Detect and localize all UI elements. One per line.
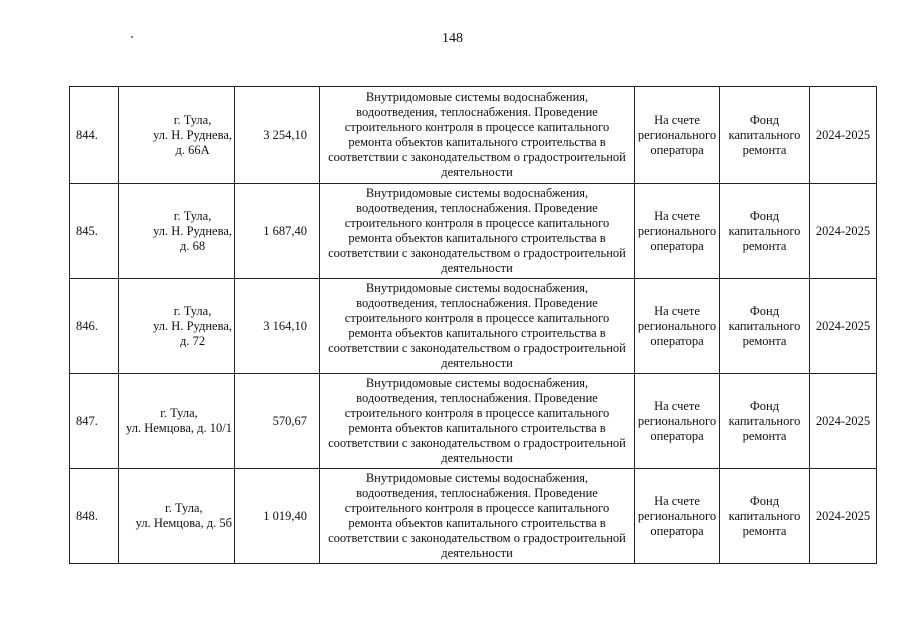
account-cell-lines [638, 399, 716, 443]
address-cell-line: г. Тула, [173, 112, 212, 127]
account-cell-line: На счете [654, 303, 700, 318]
period-cell: 2024-2025 [810, 279, 877, 374]
account-cell-line: На счете [654, 208, 700, 223]
address-cell [119, 184, 235, 279]
work-description-cell [320, 87, 635, 184]
period-cell: 2024-2025 [810, 87, 877, 184]
address-cell [119, 87, 235, 184]
funding-source-cell-line: ремонта [742, 238, 787, 253]
funding-source-cell [720, 469, 810, 564]
table-row [70, 279, 877, 374]
page-number: 148 [442, 31, 463, 46]
funding-source-cell-line: Фонд [749, 398, 780, 413]
account-cell [635, 374, 720, 469]
period-cell: 2024-2025 [810, 184, 877, 279]
account-cell-line: регионального [637, 413, 717, 428]
table-row [70, 374, 877, 469]
address-cell-line: д. 66А [175, 142, 210, 157]
address-cell [119, 279, 235, 374]
address-cell [119, 469, 235, 564]
row-number: 848. [70, 469, 119, 564]
account-cell [635, 469, 720, 564]
work-description-cell-line: Внутридомовые системы водоснабжения, [365, 471, 589, 485]
account-cell-line: На счете [654, 493, 700, 508]
address-cell-line: ул. Н. Руднева, [153, 223, 232, 238]
work-description-cell [320, 184, 635, 279]
funding-source-cell [720, 87, 810, 184]
work-description-cell-line: строительного контроля в процессе капитального [344, 216, 610, 230]
account-cell [635, 87, 720, 184]
work-description-cell-line: ремонта объектов капитального строительства в [348, 135, 606, 149]
work-description-cell-line: водоотведения, теплоснабжения. Проведение [356, 486, 598, 500]
area-cell: 3 254,10 [235, 87, 320, 184]
work-description-cell-line: деятельности [441, 261, 513, 275]
work-description-cell-line: ремонта объектов капитального строительства в [348, 326, 606, 340]
work-description-cell-line: соответствии с законодательством о градостроительной [328, 436, 626, 450]
work-description-cell-line: строительного контроля в процессе капитального [344, 501, 610, 515]
work-description-cell-line: соответствии с законодательством о градостроительной [328, 246, 626, 260]
address-cell-line: ул. Немцова, д. 10/1 [126, 421, 232, 435]
address-cell-line: д. 72 [179, 333, 206, 348]
account-cell-line: оператора [650, 238, 704, 253]
account-cell-line: На счете [654, 398, 700, 413]
account-cell [635, 184, 720, 279]
address-cell-line: ул. Немцова, д. 5б [135, 516, 232, 530]
account-cell-lines [638, 494, 716, 538]
funding-source-cell [720, 279, 810, 374]
row-number: 847. [70, 374, 119, 469]
address-cell-line: г. Тула, [173, 208, 212, 223]
work-description-cell [320, 374, 635, 469]
work-description-cell-line: соответствии с законодательством о градостроительной [328, 531, 626, 545]
funding-source-cell-lines [729, 399, 801, 443]
work-description-cell-line: ремонта объектов капитального строительства в [348, 516, 606, 530]
work-description-cell-line: соответствии с законодательством о градостроительной [328, 341, 626, 355]
scan-speck [131, 36, 133, 38]
work-description-cell-line: деятельности [441, 546, 513, 560]
funding-source-cell-line: капитального [728, 223, 801, 238]
work-description-cell-line: деятельности [441, 451, 513, 465]
address-cell-lines [126, 406, 232, 436]
address-cell-lines [153, 209, 232, 254]
work-description-cell-line: деятельности [441, 165, 513, 179]
funding-source-cell-line: Фонд [749, 112, 780, 127]
work-description-cell-line: ремонта объектов капитального строительства в [348, 231, 606, 245]
work-description-cell-lines [328, 281, 626, 371]
table-row [70, 87, 877, 184]
work-description-cell-line: Внутридомовые системы водоснабжения, [365, 281, 589, 295]
registry-table [69, 86, 877, 564]
funding-source-cell-lines [729, 304, 801, 348]
funding-source-cell-line: капитального [728, 318, 801, 333]
row-number: 845. [70, 184, 119, 279]
row-number: 844. [70, 87, 119, 184]
account-cell-line: оператора [650, 333, 704, 348]
work-description-cell-line: деятельности [441, 356, 513, 370]
account-cell-lines [638, 209, 716, 253]
address-cell-lines [153, 304, 232, 349]
funding-source-cell [720, 184, 810, 279]
row-number: 846. [70, 279, 119, 374]
work-description-cell-line: водоотведения, теплоснабжения. Проведение [356, 201, 598, 215]
account-cell-line: регионального [637, 223, 717, 238]
account-cell-line: На счете [654, 112, 700, 127]
work-description-cell-line: водоотведения, теплоснабжения. Проведение [356, 105, 598, 119]
area-cell: 1 687,40 [235, 184, 320, 279]
address-cell-lines [136, 501, 232, 531]
funding-source-cell [720, 374, 810, 469]
funding-source-cell-line: ремонта [742, 142, 787, 157]
account-cell-line: регионального [637, 127, 717, 142]
table-row [70, 469, 877, 564]
work-description-cell-line: ремонта объектов капитального строительства в [348, 421, 606, 435]
work-description-cell-lines [328, 90, 626, 180]
address-cell-lines [153, 113, 232, 158]
funding-source-cell-lines [729, 209, 801, 253]
funding-source-cell-line: ремонта [742, 428, 787, 443]
address-cell-line: ул. Н. Руднева, [153, 127, 232, 142]
address-cell-line: ул. Н. Руднева, [153, 318, 232, 333]
funding-source-cell-line: Фонд [749, 303, 780, 318]
account-cell-line: регионального [637, 318, 717, 333]
funding-source-cell-line: Фонд [749, 493, 780, 508]
work-description-cell-line: строительного контроля в процессе капитального [344, 120, 610, 134]
address-cell-line: г. Тула, [165, 501, 203, 515]
funding-source-cell-line: капитального [728, 508, 801, 523]
funding-source-cell-lines [729, 494, 801, 538]
area-cell: 570,67 [235, 374, 320, 469]
work-description-cell-line: Внутридомовые системы водоснабжения, [365, 90, 589, 104]
work-description-cell-line: водоотведения, теплоснабжения. Проведение [356, 391, 598, 405]
table-row [70, 184, 877, 279]
work-description-cell-lines [328, 471, 626, 561]
period-cell: 2024-2025 [810, 469, 877, 564]
account-cell-lines [638, 113, 716, 157]
work-description-cell-line: соответствии с законодательством о градостроительной [328, 150, 626, 164]
work-description-cell-line: Внутридомовые системы водоснабжения, [365, 376, 589, 390]
funding-source-cell-lines [729, 113, 801, 157]
funding-source-cell-line: ремонта [742, 523, 787, 538]
account-cell-line: оператора [650, 523, 704, 538]
area-cell: 3 164,10 [235, 279, 320, 374]
registry-table-body [70, 87, 877, 564]
work-description-cell [320, 469, 635, 564]
address-cell [119, 374, 235, 469]
funding-source-cell-line: Фонд [749, 208, 780, 223]
work-description-cell-line: Внутридомовые системы водоснабжения, [365, 186, 589, 200]
account-cell-line: оператора [650, 428, 704, 443]
funding-source-cell-line: капитального [728, 413, 801, 428]
account-cell-line: оператора [650, 142, 704, 157]
work-description-cell [320, 279, 635, 374]
account-cell-lines [638, 304, 716, 348]
address-cell-line: д. 68 [179, 238, 206, 253]
address-cell-line: г. Тула, [173, 303, 212, 318]
area-cell: 1 019,40 [235, 469, 320, 564]
work-description-cell-line: строительного контроля в процессе капитального [344, 406, 610, 420]
funding-source-cell-line: капитального [728, 127, 801, 142]
account-cell-line: регионального [637, 508, 717, 523]
period-cell: 2024-2025 [810, 374, 877, 469]
address-cell-line: г. Тула, [160, 406, 198, 420]
account-cell [635, 279, 720, 374]
work-description-cell-lines [328, 376, 626, 466]
funding-source-cell-line: ремонта [742, 333, 787, 348]
work-description-cell-line: строительного контроля в процессе капитального [344, 311, 610, 325]
work-description-cell-lines [328, 186, 626, 276]
work-description-cell-line: водоотведения, теплоснабжения. Проведение [356, 296, 598, 310]
